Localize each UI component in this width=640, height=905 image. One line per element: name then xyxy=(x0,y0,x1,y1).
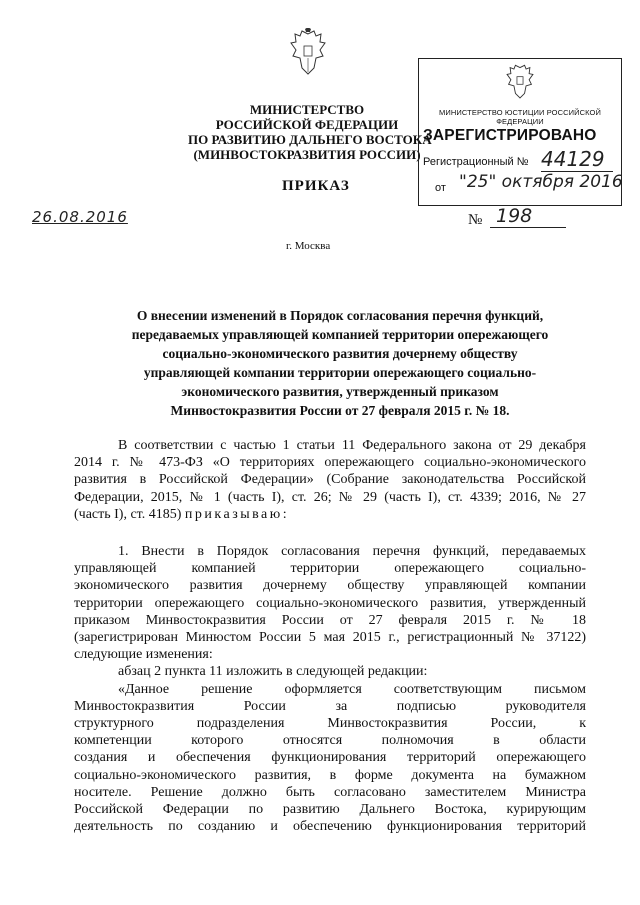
stamp-reg-number-label: Регистрационный № xyxy=(423,156,529,168)
order-number: 198 xyxy=(490,205,566,228)
stamp-date-value: "25" октября 2016 xyxy=(459,172,623,192)
stamp-registered-label: ЗАРЕГИСТРИРОВАНО xyxy=(423,127,597,144)
registration-stamp xyxy=(418,58,622,206)
stamp-from-label: от xyxy=(435,182,446,194)
order-verb: приказываю: xyxy=(184,506,290,522)
stamp-coat-of-arms-icon xyxy=(504,63,536,101)
document-type: ПРИКАЗ xyxy=(282,178,350,194)
order-date: 26.08.2016 xyxy=(32,208,128,226)
preamble-paragraph: В соответствии с частью 1 статьи 11 Федерального закона от 29 декабря 2014 г. № 473-ФЗ «О территориях опережающего социально-экономического развития в Российской Федерации» (Собрание законодательства Российской Федерации, 2015, № 1 (часть I), ст. 26; № 29 (часть I), ст. 4339; 2016, № 27 (часть I), ст. 4185) приказываю: xyxy=(74,438,586,522)
stamp-ministry-label: МИНИСТЕРСТВО ЮСТИЦИИ РОССИЙСКОЙ ФЕДЕРАЦИИ xyxy=(439,108,601,126)
coat-of-arms-icon xyxy=(288,28,328,78)
ministry-name: МИНИСТЕРСТВО РОССИЙСКОЙ ФЕДЕРАЦИИ ПО РАЗВИТИЮ ДАЛЬНЕГО ВОСТОКА (МИНВОСТОКРАЗВИТИЯ РОССИИ) xyxy=(188,102,432,162)
document-title: О внесении изменений в Порядок согласования перечня функций, передаваемых управляющей компанией территории опережающего социально-экономического развития дочернему обществу управляющей компании территории опережающего социально- экономического развития, утвержденный приказом Минвостокразвития России от 27 февраля 2015 г. № 18. xyxy=(131,308,549,418)
order-number-sign: № xyxy=(468,212,483,228)
city: г. Москва xyxy=(286,240,331,252)
item-1-paragraph: 1. Внести в Порядок согласования перечня функций, передаваемых управляющей компанией территории опережающего социально- экономического развития дочернему обществу управляющей компании территории опережающего социально-экономического развития, утвержденный приказом Минвостокразвития России от 27 февраля 2015 г. № 18 (зарегистрирован Минюстом России 5 мая 2015 г., регистрационный № 37122) следующие изменения: абзац 2 пункта 11 изложить в следующей редакции: «Данное решение оформляется соответствующим письмом Минвостокразвития России за подписью руководителя структурного подразделения Минвостокразвития России, к компетенции которого относятся полномочия в области создания и обеспечения функционирования территорий опережающего социально-экономического развития, в форме документа на бумажном носителе. Решение должно быть согласовано заместителем Министра Российской Федерации по развитию Дальнего Востока, курирующим деятельность по созданию и обеспечению функционирования территорий xyxy=(74,544,586,835)
stamp-reg-number-value: 44129 xyxy=(541,147,613,172)
